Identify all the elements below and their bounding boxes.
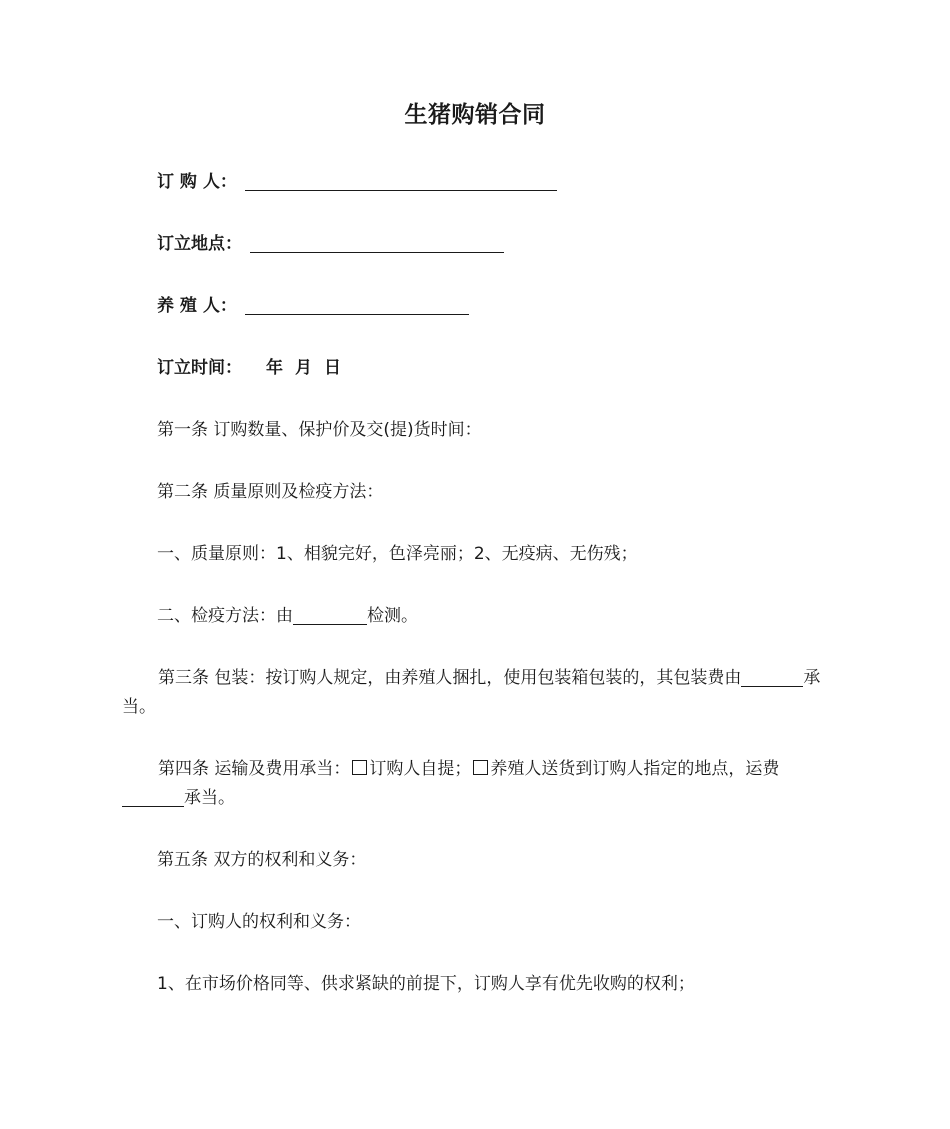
article-5-item-1: 一、订购人的权利和义务： bbox=[157, 912, 361, 932]
article-2: 第二条 质量原则及检疫方法： bbox=[157, 482, 384, 502]
article-5-item-1-1: 1、在市场价格同等、供求紧缺的前提下，订购人享有优先收购的权利； bbox=[157, 974, 695, 994]
article-2-item-1: 一、质量原则：1、相貌完好，色泽亮丽；2、无疫病、无伤残； bbox=[157, 544, 638, 564]
document-title: 生猪购销合同 bbox=[404, 102, 546, 128]
article-2-item-2-text-before: 二、检疫方法：由 bbox=[157, 606, 293, 626]
time-month: 月 bbox=[295, 358, 312, 378]
place-label: 订立地点： bbox=[157, 234, 242, 254]
breeder-field bbox=[157, 292, 469, 320]
time-day: 日 bbox=[324, 358, 341, 378]
buyer-label: 订 购 人： bbox=[157, 172, 237, 192]
inspection-blank[interactable] bbox=[293, 604, 367, 625]
packaging-fee-blank[interactable] bbox=[741, 666, 803, 687]
article-3 bbox=[122, 664, 832, 722]
time-field bbox=[157, 354, 341, 382]
self-pickup-checkbox[interactable] bbox=[352, 760, 367, 775]
article-4-option-1: 订购人自提； bbox=[369, 759, 472, 779]
article-4 bbox=[122, 755, 832, 813]
buyer-blank[interactable] bbox=[245, 170, 557, 191]
article-3-text-after: 承当。 bbox=[122, 668, 821, 717]
breeder-label: 养 殖 人： bbox=[157, 296, 237, 316]
place-blank[interactable] bbox=[250, 232, 504, 253]
buyer-field bbox=[157, 168, 557, 196]
article-2-item-2-text-after: 检测。 bbox=[367, 606, 418, 626]
article-1: 第一条 订购数量、保护价及交(提)货时间： bbox=[157, 420, 482, 440]
article-2-item-2 bbox=[157, 602, 418, 630]
article-3-text-before: 第三条 包装：按订购人规定，由养殖人捆扎，使用包装箱包装的，其包装费由 bbox=[158, 668, 742, 688]
article-5: 第五条 双方的权利和义务： bbox=[157, 850, 367, 870]
article-4-text-after: 承当。 bbox=[184, 788, 235, 808]
breeder-blank[interactable] bbox=[245, 294, 469, 315]
article-4-option-2: 养殖人送货到订购人指定的地点，运费 bbox=[490, 759, 780, 779]
time-label: 订立时间： bbox=[157, 358, 242, 378]
place-field bbox=[157, 230, 504, 258]
article-4-text-before: 第四条 运输及费用承当： bbox=[158, 759, 351, 779]
time-year: 年 bbox=[266, 358, 283, 378]
delivery-checkbox[interactable] bbox=[473, 760, 488, 775]
freight-fee-blank[interactable] bbox=[122, 786, 184, 807]
